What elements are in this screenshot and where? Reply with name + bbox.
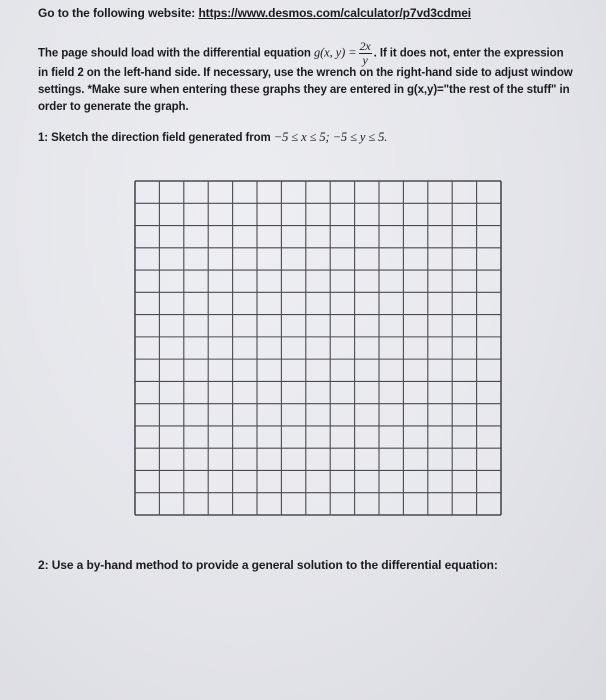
intro-line-4: order to generate the graph. — [38, 101, 189, 113]
intro-line-1 — [38, 40, 564, 67]
website-instruction-text: Go to the following website: — [38, 6, 196, 20]
equation-fraction — [359, 40, 372, 67]
direction-field-grid — [134, 180, 502, 521]
website-instruction — [38, 6, 471, 20]
question-1-text: 1: Sketch the direction field generated from — [38, 132, 271, 144]
intro-text-before: The page should load with the differential equation — [38, 47, 311, 60]
intro-line-2: in field 2 on the left-hand side. If necessary, use the wrench on the right-hand side to adjust window — [38, 67, 573, 79]
question-1-range: −5 ≤ x ≤ 5; −5 ≤ y ≤ 5. — [273, 130, 388, 144]
equation-lhs: g(x, y) = — [313, 45, 357, 60]
intro-text-after: . If it does not, enter the expression — [373, 47, 564, 60]
question-2: 2: Use a by-hand method to provide a general solution to the differential equation: — [38, 558, 498, 572]
grid-background — [135, 181, 501, 515]
grid-svg — [134, 180, 502, 516]
intro-line-3: settings. *Make sure when entering these graphs they are entered in g(x,y)="the rest of the stuff" in — [38, 84, 570, 96]
equation-numerator: 2x — [359, 39, 371, 53]
desmos-link[interactable]: https://www.desmos.com/calculator/p7vd3cdmei — [198, 6, 471, 20]
equation-denominator: y — [362, 53, 368, 67]
question-1 — [38, 130, 387, 145]
